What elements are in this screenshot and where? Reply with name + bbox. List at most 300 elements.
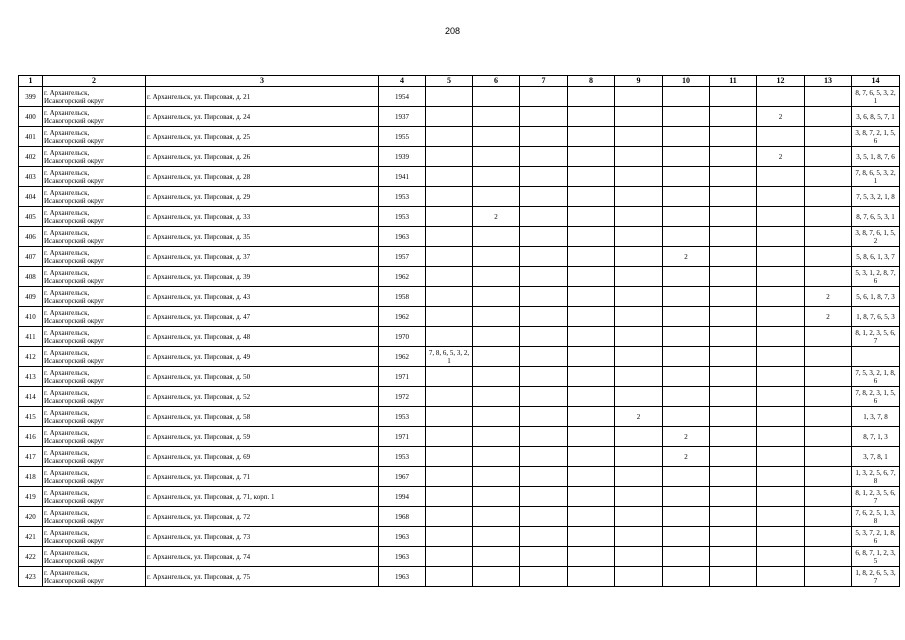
okrug-cell — [43, 367, 146, 387]
okrug-cell — [43, 227, 146, 247]
value-cell-col10 — [663, 307, 710, 327]
value-cell-col11 — [710, 147, 757, 167]
okrug-city-text: г. Архангельск, — [44, 228, 90, 237]
value-cell-col14: 7, 8, 6, 5, 3, 2, 1 — [852, 167, 900, 187]
value-cell-col10: 2 — [663, 427, 710, 447]
value-cell-col12 — [757, 247, 805, 267]
value-cell-col8 — [568, 287, 615, 307]
value-cell-col10 — [663, 567, 710, 587]
value-cell-col8 — [568, 267, 615, 287]
value-cell-col6 — [473, 147, 520, 167]
okrug-cell — [43, 107, 146, 127]
value-cell-col10: 2 — [663, 447, 710, 467]
value-cell-col6 — [473, 407, 520, 427]
okrug-district-text: Исакогорский округ — [44, 116, 105, 125]
value-cell-col13 — [805, 327, 852, 347]
value-cell-col6 — [473, 287, 520, 307]
table-row — [19, 247, 900, 267]
value-cell-col13 — [805, 187, 852, 207]
value-cell-col13: 2 — [805, 287, 852, 307]
value-cell-col5 — [426, 187, 473, 207]
value-cell-col13 — [805, 167, 852, 187]
value-cell-col11 — [710, 207, 757, 227]
value-cell-col14: 1, 3, 2, 5, 6, 7, 8 — [852, 467, 900, 487]
column-header: 8 — [568, 76, 615, 87]
value-cell-col12 — [757, 467, 805, 487]
value-cell-col11 — [710, 387, 757, 407]
okrug-district-text: Исакогорский округ — [44, 376, 105, 385]
value-cell-col5: 7, 8, 6, 5, 3, 2, 1 — [426, 347, 473, 367]
table-row — [19, 127, 900, 147]
okrug-cell — [43, 147, 146, 167]
address-cell: г. Архангельск, ул. Пирсовая, д. 72 — [146, 507, 379, 527]
value-cell-col13 — [805, 267, 852, 287]
value-cell-col10 — [663, 147, 710, 167]
table-row — [19, 187, 900, 207]
value-cell-col5 — [426, 507, 473, 527]
value-cell-col13 — [805, 207, 852, 227]
value-cell-col12 — [757, 187, 805, 207]
address-cell: г. Архангельск, ул. Пирсовая, д. 59 — [146, 427, 379, 447]
okrug-district-text: Исакогорский округ — [44, 516, 105, 525]
okrug-city-text: г. Архангельск, — [44, 108, 90, 117]
value-cell-col14: 6, 8, 7, 1, 2, 3, 5 — [852, 547, 900, 567]
okrug-city-text: г. Архангельск, — [44, 288, 90, 297]
column-header: 1 — [19, 76, 43, 87]
value-cell-col10 — [663, 207, 710, 227]
value-cell-col5 — [426, 107, 473, 127]
okrug-city-text: г. Архангельск, — [44, 268, 90, 277]
value-cell-col6 — [473, 127, 520, 147]
value-cell-col7 — [520, 227, 568, 247]
value-cell-col13 — [805, 87, 852, 107]
value-cell-col12 — [757, 487, 805, 507]
value-cell-col6 — [473, 547, 520, 567]
row-number-cell: 420 — [19, 507, 43, 527]
address-cell: г. Архангельск, ул. Пирсовая, д. 39 — [146, 267, 379, 287]
okrug-district-text: Исакогорский округ — [44, 316, 105, 325]
table-row — [19, 207, 900, 227]
address-cell: г. Архангельск, ул. Пирсовая, д. 69 — [146, 447, 379, 467]
address-cell: г. Архангельск, ул. Пирсовая, д. 28 — [146, 167, 379, 187]
value-cell-col8 — [568, 547, 615, 567]
value-cell-col14: 8, 1, 2, 3, 5, 6, 7 — [852, 327, 900, 347]
value-cell-col12 — [757, 447, 805, 467]
year-cell: 1994 — [379, 487, 426, 507]
value-cell-col5 — [426, 307, 473, 327]
value-cell-col5 — [426, 487, 473, 507]
value-cell-col14: 3, 8, 7, 6, 1, 5, 2 — [852, 227, 900, 247]
okrug-district-text: Исакогорский округ — [44, 536, 105, 545]
column-header: 4 — [379, 76, 426, 87]
address-cell: г. Архангельск, ул. Пирсовая, д. 73 — [146, 527, 379, 547]
year-cell: 1972 — [379, 387, 426, 407]
okrug-city-text: г. Архангельск, — [44, 528, 90, 537]
row-number-cell: 406 — [19, 227, 43, 247]
okrug-city-text: г. Архангельск, — [44, 488, 90, 497]
value-cell-col11 — [710, 487, 757, 507]
value-cell-col14: 1, 8, 7, 6, 5, 3 — [852, 307, 900, 327]
row-number-cell: 402 — [19, 147, 43, 167]
value-cell-col6 — [473, 107, 520, 127]
value-cell-col10 — [663, 187, 710, 207]
value-cell-col7 — [520, 247, 568, 267]
year-cell: 1970 — [379, 327, 426, 347]
value-cell-col11 — [710, 347, 757, 367]
okrug-city-text: г. Архангельск, — [44, 168, 90, 177]
value-cell-col8 — [568, 147, 615, 167]
value-cell-col7 — [520, 487, 568, 507]
table-row — [19, 487, 900, 507]
table-row — [19, 507, 900, 527]
value-cell-col13 — [805, 527, 852, 547]
address-cell: г. Архангельск, ул. Пирсовая, д. 29 — [146, 187, 379, 207]
value-cell-col7 — [520, 207, 568, 227]
value-cell-col14: 3, 6, 8, 5, 7, 1 — [852, 107, 900, 127]
okrug-city-text: г. Архангельск, — [44, 88, 90, 97]
row-number-cell: 399 — [19, 87, 43, 107]
value-cell-col12 — [757, 507, 805, 527]
value-cell-col11 — [710, 107, 757, 127]
value-cell-col11 — [710, 307, 757, 327]
okrug-cell — [43, 267, 146, 287]
okrug-city-text: г. Архангельск, — [44, 308, 90, 317]
okrug-district-text: Исакогорский округ — [44, 356, 105, 365]
value-cell-col11 — [710, 87, 757, 107]
value-cell-col13 — [805, 447, 852, 467]
value-cell-col5 — [426, 227, 473, 247]
value-cell-col8 — [568, 487, 615, 507]
okrug-cell — [43, 567, 146, 587]
value-cell-col12 — [757, 567, 805, 587]
okrug-cell — [43, 527, 146, 547]
row-number-cell: 404 — [19, 187, 43, 207]
value-cell-col14: 8, 7, 1, 3 — [852, 427, 900, 447]
row-number-cell: 409 — [19, 287, 43, 307]
value-cell-col5 — [426, 387, 473, 407]
value-cell-col10 — [663, 387, 710, 407]
value-cell-col11 — [710, 447, 757, 467]
okrug-cell — [43, 207, 146, 227]
value-cell-col13 — [805, 227, 852, 247]
value-cell-col8 — [568, 507, 615, 527]
value-cell-col13 — [805, 567, 852, 587]
table-row — [19, 107, 900, 127]
value-cell-col8 — [568, 87, 615, 107]
value-cell-col8 — [568, 207, 615, 227]
value-cell-col7 — [520, 147, 568, 167]
okrug-city-text: г. Архангельск, — [44, 368, 90, 377]
value-cell-col9 — [615, 207, 663, 227]
row-number-cell: 417 — [19, 447, 43, 467]
okrug-cell — [43, 547, 146, 567]
row-number-cell: 403 — [19, 167, 43, 187]
value-cell-col14: 7, 6, 2, 5, 1, 3, 8 — [852, 507, 900, 527]
value-cell-col11 — [710, 287, 757, 307]
value-cell-col6 — [473, 427, 520, 447]
okrug-district-text: Исакогорский округ — [44, 136, 105, 145]
value-cell-col11 — [710, 407, 757, 427]
okrug-district-text: Исакогорский округ — [44, 476, 105, 485]
value-cell-col11 — [710, 527, 757, 547]
value-cell-col6 — [473, 367, 520, 387]
value-cell-col14: 5, 8, 6, 1, 3, 7 — [852, 247, 900, 267]
okrug-cell — [43, 427, 146, 447]
value-cell-col6 — [473, 447, 520, 467]
value-cell-col14: 1, 8, 2, 6, 5, 3, 7 — [852, 567, 900, 587]
value-cell-col12 — [757, 167, 805, 187]
value-cell-col6 — [473, 247, 520, 267]
okrug-district-text: Исакогорский округ — [44, 396, 105, 405]
value-cell-col6: 2 — [473, 207, 520, 227]
year-cell: 1971 — [379, 427, 426, 447]
value-cell-col7 — [520, 127, 568, 147]
row-number-cell: 421 — [19, 527, 43, 547]
year-cell: 1967 — [379, 467, 426, 487]
value-cell-col8 — [568, 127, 615, 147]
value-cell-col5 — [426, 147, 473, 167]
value-cell-col9 — [615, 287, 663, 307]
table-row — [19, 407, 900, 427]
value-cell-col7 — [520, 307, 568, 327]
value-cell-col8 — [568, 107, 615, 127]
table-row — [19, 467, 900, 487]
value-cell-col11 — [710, 567, 757, 587]
value-cell-col10 — [663, 327, 710, 347]
value-cell-col9 — [615, 367, 663, 387]
value-cell-col9 — [615, 107, 663, 127]
value-cell-col7 — [520, 507, 568, 527]
value-cell-col9 — [615, 467, 663, 487]
row-number-cell: 418 — [19, 467, 43, 487]
value-cell-col14: 3, 7, 8, 1 — [852, 447, 900, 467]
value-cell-col11 — [710, 227, 757, 247]
value-cell-col6 — [473, 487, 520, 507]
okrug-cell — [43, 307, 146, 327]
value-cell-col9 — [615, 327, 663, 347]
value-cell-col10 — [663, 527, 710, 547]
value-cell-col9 — [615, 147, 663, 167]
value-cell-col8 — [568, 527, 615, 547]
okrug-cell — [43, 487, 146, 507]
value-cell-col13: 2 — [805, 307, 852, 327]
address-cell: г. Архангельск, ул. Пирсовая, д. 33 — [146, 207, 379, 227]
row-number-cell: 415 — [19, 407, 43, 427]
okrug-city-text: г. Архангельск, — [44, 328, 90, 337]
value-cell-col11 — [710, 427, 757, 447]
column-header: 6 — [473, 76, 520, 87]
value-cell-col11 — [710, 167, 757, 187]
value-cell-col7 — [520, 367, 568, 387]
okrug-city-text: г. Архангельск, — [44, 548, 90, 557]
value-cell-col6 — [473, 267, 520, 287]
value-cell-col7 — [520, 347, 568, 367]
okrug-cell — [43, 347, 146, 367]
value-cell-col10 — [663, 167, 710, 187]
value-cell-col14: 3, 8, 7, 2, 1, 5, 6 — [852, 127, 900, 147]
value-cell-col14: 5, 3, 1, 2, 8, 7, 6 — [852, 267, 900, 287]
value-cell-col8 — [568, 327, 615, 347]
value-cell-col13 — [805, 407, 852, 427]
value-cell-col7 — [520, 427, 568, 447]
value-cell-col5 — [426, 247, 473, 267]
value-cell-col13 — [805, 487, 852, 507]
address-cell: г. Архангельск, ул. Пирсовая, д. 47 — [146, 307, 379, 327]
table-row — [19, 447, 900, 467]
okrug-city-text: г. Архангельск, — [44, 248, 90, 257]
table-row — [19, 327, 900, 347]
column-header: 12 — [757, 76, 805, 87]
table-header-row — [19, 76, 900, 87]
value-cell-col8 — [568, 367, 615, 387]
value-cell-col10 — [663, 107, 710, 127]
value-cell-col5 — [426, 267, 473, 287]
value-cell-col9: 2 — [615, 407, 663, 427]
okrug-city-text: г. Архангельск, — [44, 148, 90, 157]
value-cell-col14: 8, 7, 6, 5, 3, 2, 1 — [852, 87, 900, 107]
address-cell: г. Архангельск, ул. Пирсовая, д. 26 — [146, 147, 379, 167]
okrug-cell — [43, 327, 146, 347]
value-cell-col7 — [520, 87, 568, 107]
value-cell-col11 — [710, 187, 757, 207]
year-cell: 1963 — [379, 567, 426, 587]
value-cell-col10 — [663, 227, 710, 247]
address-cell: г. Архангельск, ул. Пирсовая, д. 37 — [146, 247, 379, 267]
okrug-city-text: г. Архангельск, — [44, 448, 90, 457]
value-cell-col7 — [520, 167, 568, 187]
row-number-cell: 413 — [19, 367, 43, 387]
year-cell: 1962 — [379, 307, 426, 327]
table-row — [19, 87, 900, 107]
value-cell-col7 — [520, 527, 568, 547]
okrug-district-text: Исакогорский округ — [44, 256, 105, 265]
value-cell-col11 — [710, 367, 757, 387]
value-cell-col12 — [757, 207, 805, 227]
value-cell-col6 — [473, 567, 520, 587]
column-header: 9 — [615, 76, 663, 87]
value-cell-col6 — [473, 387, 520, 407]
address-cell: г. Архангельск, ул. Пирсовая, д. 50 — [146, 367, 379, 387]
value-cell-col10 — [663, 347, 710, 367]
row-number-cell: 414 — [19, 387, 43, 407]
value-cell-col13 — [805, 547, 852, 567]
value-cell-col11 — [710, 327, 757, 347]
value-cell-col14: 5, 6, 1, 8, 7, 3 — [852, 287, 900, 307]
housing-registry-table — [18, 75, 900, 587]
value-cell-col14: 3, 5, 1, 8, 7, 6 — [852, 147, 900, 167]
column-header: 7 — [520, 76, 568, 87]
value-cell-col13 — [805, 387, 852, 407]
value-cell-col12: 2 — [757, 107, 805, 127]
column-header: 11 — [710, 76, 757, 87]
value-cell-col13 — [805, 247, 852, 267]
value-cell-col11 — [710, 267, 757, 287]
year-cell: 1953 — [379, 447, 426, 467]
address-cell: г. Архангельск, ул. Пирсовая, д. 74 — [146, 547, 379, 567]
okrug-cell — [43, 127, 146, 147]
okrug-district-text: Исакогорский округ — [44, 576, 105, 585]
value-cell-col9 — [615, 487, 663, 507]
value-cell-col12: 2 — [757, 147, 805, 167]
row-number-cell: 419 — [19, 487, 43, 507]
okrug-cell — [43, 467, 146, 487]
value-cell-col9 — [615, 87, 663, 107]
year-cell: 1962 — [379, 267, 426, 287]
value-cell-col5 — [426, 207, 473, 227]
value-cell-col7 — [520, 447, 568, 467]
address-cell: г. Архангельск, ул. Пирсовая, д. 49 — [146, 347, 379, 367]
column-header: 3 — [146, 76, 379, 87]
value-cell-col14 — [852, 347, 900, 367]
column-header: 5 — [426, 76, 473, 87]
row-number-cell: 411 — [19, 327, 43, 347]
value-cell-col9 — [615, 267, 663, 287]
address-cell: г. Архангельск, ул. Пирсовая, д. 35 — [146, 227, 379, 247]
okrug-district-text: Исакогорский округ — [44, 336, 105, 345]
column-header: 2 — [43, 76, 146, 87]
okrug-cell — [43, 87, 146, 107]
address-cell: г. Архангельск, ул. Пирсовая, д. 21 — [146, 87, 379, 107]
value-cell-col7 — [520, 547, 568, 567]
value-cell-col13 — [805, 107, 852, 127]
okrug-cell — [43, 407, 146, 427]
value-cell-col5 — [426, 127, 473, 147]
value-cell-col7 — [520, 327, 568, 347]
value-cell-col12 — [757, 527, 805, 547]
value-cell-col6 — [473, 87, 520, 107]
value-cell-col9 — [615, 167, 663, 187]
address-cell: г. Архангельск, ул. Пирсовая, д. 71, корп. 1 — [146, 487, 379, 507]
value-cell-col7 — [520, 107, 568, 127]
value-cell-col14: 8, 7, 6, 5, 3, 1 — [852, 207, 900, 227]
value-cell-col14: 1, 3, 7, 8 — [852, 407, 900, 427]
value-cell-col12 — [757, 387, 805, 407]
year-cell: 1953 — [379, 207, 426, 227]
column-header: 10 — [663, 76, 710, 87]
value-cell-col12 — [757, 327, 805, 347]
value-cell-col10 — [663, 127, 710, 147]
okrug-district-text: Исакогорский округ — [44, 216, 105, 225]
value-cell-col9 — [615, 227, 663, 247]
value-cell-col10 — [663, 467, 710, 487]
year-cell: 1953 — [379, 407, 426, 427]
value-cell-col9 — [615, 447, 663, 467]
value-cell-col5 — [426, 367, 473, 387]
okrug-cell — [43, 387, 146, 407]
okrug-city-text: г. Архангельск, — [44, 388, 90, 397]
value-cell-col10 — [663, 367, 710, 387]
value-cell-col5 — [426, 427, 473, 447]
row-number-cell: 416 — [19, 427, 43, 447]
okrug-city-text: г. Архангельск, — [44, 428, 90, 437]
okrug-cell — [43, 507, 146, 527]
okrug-district-text: Исакогорский округ — [44, 156, 105, 165]
address-cell: г. Архангельск, ул. Пирсовая, д. 25 — [146, 127, 379, 147]
row-number-cell: 407 — [19, 247, 43, 267]
okrug-cell — [43, 167, 146, 187]
address-cell: г. Архангельск, ул. Пирсовая, д. 24 — [146, 107, 379, 127]
address-cell: г. Архангельск, ул. Пирсовая, д. 71 — [146, 467, 379, 487]
value-cell-col12 — [757, 427, 805, 447]
okrug-district-text: Исакогорский округ — [44, 296, 105, 305]
value-cell-col7 — [520, 407, 568, 427]
okrug-district-text: Исакогорский округ — [44, 236, 105, 245]
okrug-district-text: Исакогорский округ — [44, 496, 105, 505]
value-cell-col12 — [757, 347, 805, 367]
column-header: 13 — [805, 76, 852, 87]
value-cell-col12 — [757, 87, 805, 107]
year-cell: 1968 — [379, 507, 426, 527]
